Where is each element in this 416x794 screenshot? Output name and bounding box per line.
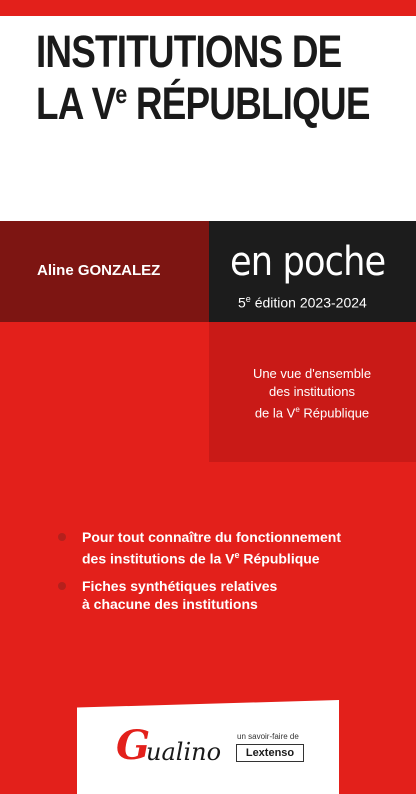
publisher-logo-text: ualino: [146, 738, 222, 766]
parent-publisher-logo: Lextenso: [236, 744, 304, 762]
title-line-1: INSTITUTIONS DE: [36, 26, 342, 77]
top-red-strip: [0, 0, 416, 16]
feature-list: [58, 528, 408, 622]
author-name: Aline GONZALEZ: [37, 262, 161, 279]
publisher-logo-initial: G: [116, 722, 151, 769]
feature-item: Fiches synthétiques relatives à chacune des institutions: [58, 577, 408, 613]
edition-label: 5e édition 2023-2024: [238, 294, 367, 311]
tagline-line-3: de la Ve République: [254, 405, 370, 421]
publisher-tagline: un savoir-faire de: [237, 732, 299, 741]
tagline-line-2: des institutions: [269, 384, 355, 399]
tagline-line-1: Une vue d'ensemble: [252, 366, 372, 381]
feature-item: Pour tout connaître du fonctionnement des institutions de la Ve République: [58, 528, 408, 568]
book-title: [36, 26, 370, 130]
collection-name: en poche: [230, 239, 386, 285]
bullet-dot-icon: [58, 582, 66, 590]
tagline: [212, 365, 412, 422]
title-line-2: LA Ve RÉPUBLIQUE: [36, 78, 370, 129]
bullet-dot-icon: [58, 533, 66, 541]
